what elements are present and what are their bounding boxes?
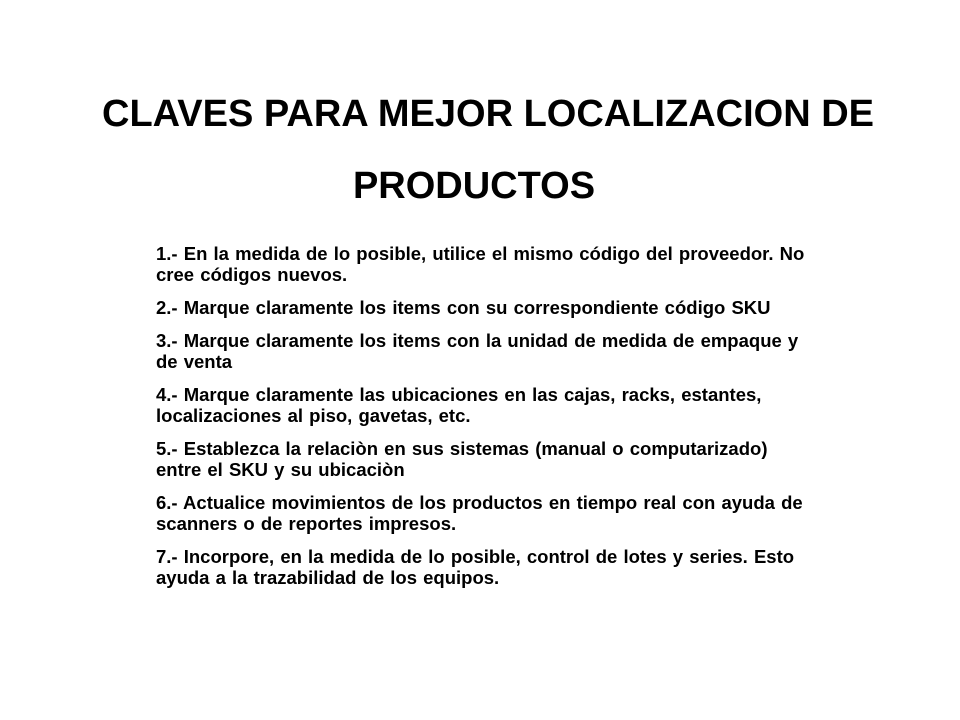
key-point-7: 7.- Incorpore, en la medida de lo posible, control de lotes y series. Esto ayuda a la trazabilidad de los equipos. (156, 546, 795, 588)
key-point-1: 1.- En la medida de lo posible, utilice el mismo código del proveedor. No cree códigos nuevos. (156, 243, 805, 285)
slide-title (60, 78, 900, 222)
key-point-3: 3.- Marque claramente los items con la unidad de medida de empaque y de venta (156, 330, 799, 372)
slide-title-line-1: CLAVES PARA MEJOR LOCALIZACION DE (102, 93, 874, 135)
key-point-4: 4.- Marque claramente las ubicaciones en las cajas, racks, estantes, localizaciones al piso, gavetas, etc. (156, 384, 762, 426)
key-points-list (156, 243, 806, 600)
key-point-2: 2.- Marque claramente los items con su correspondiente código SKU (156, 297, 771, 318)
slide-title-line-2: PRODUCTOS (352, 165, 596, 207)
key-point-6: 6.- Actualice movimientos de los productos en tiempo real con ayuda de scanners o de reportes impresos. (156, 492, 803, 534)
key-point-5: 5.- Establezca la relaciòn en sus sistemas (manual o computarizado) entre el SKU y su ubicaciòn (156, 438, 768, 480)
